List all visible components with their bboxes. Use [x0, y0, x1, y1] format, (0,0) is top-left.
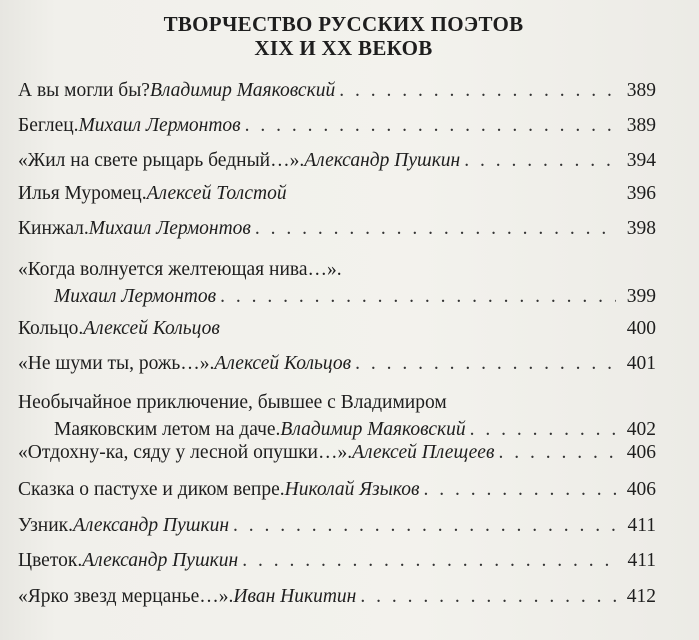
- toc-entry: [18, 113, 656, 138]
- entry-author: Александр Пушкин: [73, 515, 230, 536]
- entry-page-number: 398: [626, 218, 656, 239]
- toc-entry: [18, 148, 656, 173]
- entry-title: «Отдохну-ка, сяду у лесной опушки…».: [18, 442, 353, 463]
- entry-author: Алексей Плещеев: [352, 442, 495, 463]
- entry-author: Николай Языков: [284, 479, 420, 500]
- toc-entry: [18, 257, 656, 309]
- entry-title: Узник.: [18, 515, 74, 536]
- entry-author: Иван Никитин: [233, 586, 357, 607]
- entry-author: Михаил Лермонтов: [88, 218, 251, 239]
- entry-author: Владимир Маяковский: [149, 80, 336, 101]
- entry-title: Илья Муромец.: [18, 183, 147, 204]
- entry-page-number: 389: [626, 80, 656, 101]
- toc-entry: [18, 351, 656, 376]
- entry-page-number: 400: [626, 318, 656, 339]
- leader-dots: [220, 284, 616, 309]
- entry-title-continued: Маяковским летом на даче.: [54, 419, 281, 440]
- toc-entry: [18, 181, 656, 206]
- toc-entry: [18, 390, 656, 442]
- entry-page-number: 411: [627, 550, 656, 571]
- toc-entry: [18, 216, 656, 241]
- entry-page-number: 389: [626, 115, 656, 136]
- entry-title: Цветок.: [18, 550, 83, 571]
- entry-title: «Не шуми ты, рожь…».: [18, 353, 215, 374]
- toc-entry: [18, 78, 656, 103]
- entry-title: «Когда волнуется желтеющая нива…».: [18, 259, 342, 280]
- entry-page-number: 399: [626, 286, 656, 307]
- leader-dots: [255, 216, 616, 241]
- entry-page-number: 406: [626, 442, 656, 463]
- entry-author: Александр Пушкин: [304, 150, 461, 171]
- leader-dots: [423, 477, 616, 502]
- entry-page-number: 396: [626, 183, 656, 204]
- entry-page-number: 406: [626, 479, 656, 500]
- entry-title: Беглец.: [18, 115, 79, 136]
- entry-title: «Жил на свете рыцарь бедный…».: [18, 150, 305, 171]
- toc-entry: [18, 316, 656, 341]
- entry-author: Алексей Кольцов: [83, 318, 220, 339]
- entry-title: Кинжал.: [18, 218, 89, 239]
- entry-page-number: 412: [626, 586, 656, 607]
- entry-author: Александр Пушкин: [82, 550, 239, 571]
- leader-dots: [360, 584, 616, 609]
- entry-author: Михаил Лермонтов: [78, 115, 241, 136]
- leader-dots: [498, 440, 616, 465]
- section-heading-line-2: XIX И XX ВЕКОВ: [254, 36, 433, 60]
- entry-author: Алексей Толстой: [146, 183, 287, 204]
- entry-title: Кольцо.: [18, 318, 84, 339]
- entry-title: Необычайное приключение, бывшее с Владимиром: [18, 392, 447, 413]
- entry-page-number: 402: [626, 419, 656, 440]
- entry-author: Михаил Лермонтов: [54, 286, 217, 307]
- entry-author: Владимир Маяковский: [280, 419, 466, 440]
- leader-dots: [339, 78, 616, 103]
- entry-page-number: 411: [627, 515, 656, 536]
- leader-dots: [464, 148, 616, 173]
- entry-title: А вы могли бы?: [18, 80, 150, 101]
- entry-page-number: 401: [626, 353, 656, 374]
- entry-title: Сказка о пастухе и диком вепре.: [18, 479, 285, 500]
- entry-page-number: 394: [626, 150, 656, 171]
- section-heading-line-1: ТВОРЧЕСТВО РУССКИХ ПОЭТОВ: [163, 12, 524, 36]
- leader-dots: [233, 513, 616, 538]
- leader-dots: [470, 417, 616, 442]
- toc-entry: [18, 513, 656, 538]
- leader-dots: [355, 351, 616, 376]
- leader-dots: [242, 548, 616, 573]
- toc-entry: [18, 477, 656, 502]
- toc-entry: [18, 584, 656, 609]
- entry-title: «Ярко звезд мерцанье…».: [18, 586, 234, 607]
- toc-entry: [18, 440, 656, 465]
- entry-author: Алексей Кольцов: [214, 353, 352, 374]
- toc-entry: [18, 548, 656, 573]
- leader-dots: [245, 113, 616, 138]
